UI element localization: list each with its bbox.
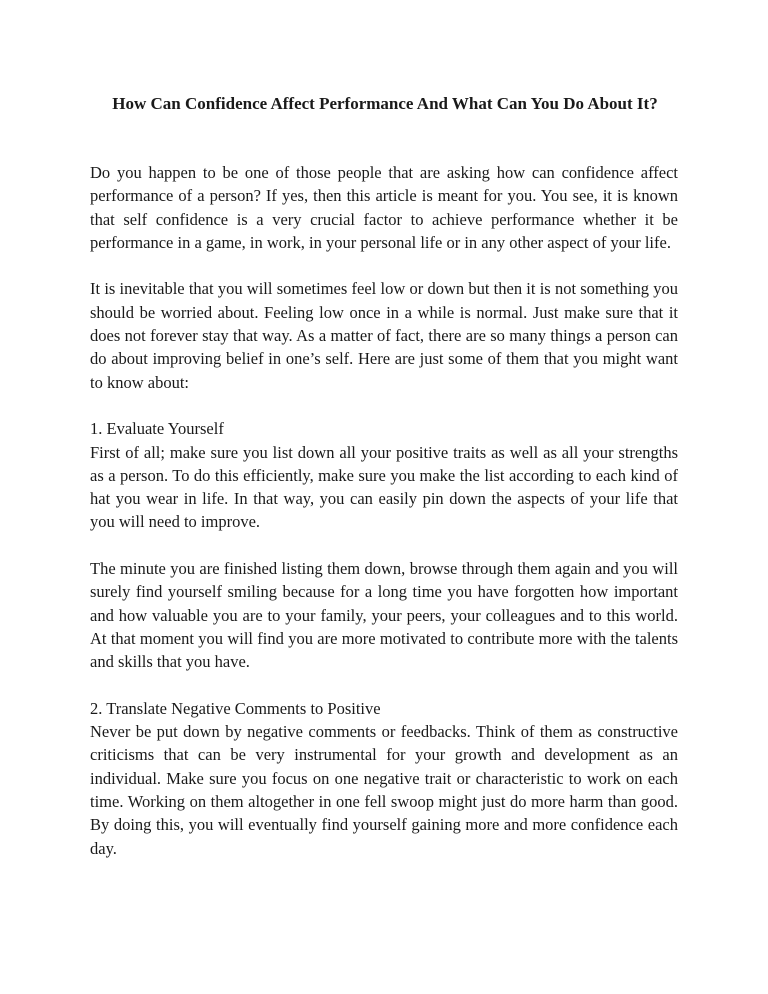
context-paragraph: It is inevitable that you will sometimes feel low or down but then it is not something you should be worried about. Feeling low once in a while is normal. Just make sure that it does not forever stay that way. As a matter of fact, there are so many things a person can do about improving belief in one’s self. Here are just some of them that you might want to know about: <box>90 279 678 392</box>
document-title: How Can Confidence Affect Performance And What Can You Do About It? <box>112 94 658 113</box>
paragraph-gap <box>90 534 678 557</box>
paragraph-gap <box>90 394 678 417</box>
section-heading-evaluate: 1. Evaluate Yourself <box>90 419 224 439</box>
intro-paragraph: Do you happen to be one of those people that are asking how can confidence affect performance of a person? If yes, then this article is meant for you. You see, it is known that self confidence is a very crucial factor to achieve performance whether it be performance in a game, in work, in your personal life or in any other aspect of your life. <box>90 163 678 252</box>
followup-paragraph: The minute you are finished listing them down, browse through them again and you will surely find yourself smiling because for a long time you have forgotten how important and how valuable you are to your family, your peers, your colleagues and to this world. At that moment you will find you are more motivated to contribute more with the talents and skills that you have. <box>90 559 678 672</box>
section-text-evaluate: First of all; make sure you list down all your positive traits as well as all your strengths as a person. To do this efficiently, make sure you make the list according to each kind of hat you wear in life. In that way, you can easily pin down the aspects of your life that you will need to improve. <box>90 442 678 532</box>
paragraph-gap <box>90 674 678 697</box>
paragraph-gap <box>90 254 678 277</box>
section-text-translate: Never be put down by negative comments or feedbacks. Think of them as constructive criticisms that can be very instrumental for your growth and development as an individual. Make sure you focus on one negative trait or characteristic to work on each time. Working on them altogether in one fell swoop might just do more harm than good. By doing this, you will eventually find yourself gaining more and more confidence each day. <box>90 722 678 858</box>
section-heading-translate: 2. Translate Negative Comments to Positive <box>90 698 381 718</box>
document-body <box>90 161 678 860</box>
